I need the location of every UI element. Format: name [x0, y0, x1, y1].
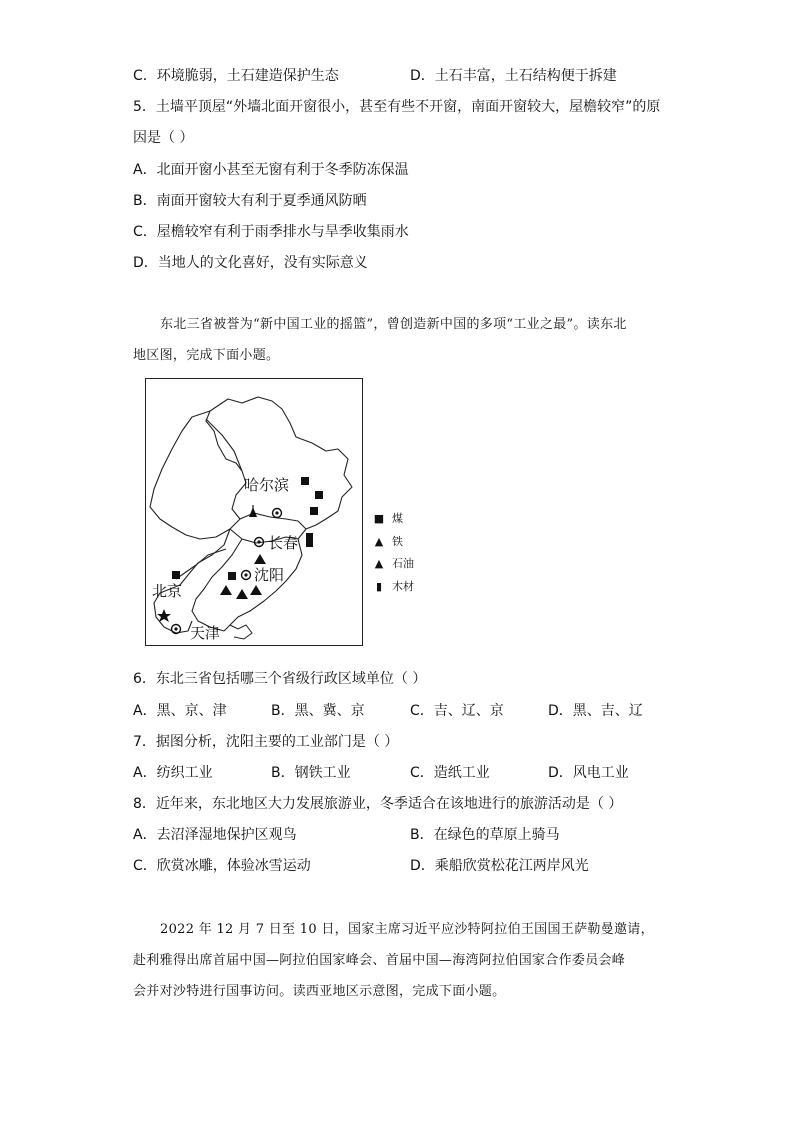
- iron-marker: [236, 589, 248, 599]
- map-label-changchun: 长春: [268, 534, 299, 552]
- q5-option-c: C．屋檐较窄有利于雨季排水与旱季收集雨水: [133, 224, 409, 240]
- q8-option-b: B．在绿色的草原上骑马: [410, 827, 560, 843]
- intro2-line2: 赴利雅得出席首届中国—阿拉伯国家峰会、首届中国—海湾阿拉伯国家合作委员会峰: [133, 953, 626, 968]
- q6-option-a: A．黑、京、津: [133, 703, 227, 719]
- q7-stem: 7．据图分析，沈阳主要的工业部门是（ ）: [133, 734, 399, 750]
- q4-option-c: C．环境脆弱，土石建造保护生态: [133, 68, 339, 84]
- legend-coal: [372, 512, 403, 526]
- legend-oil-label: 石油: [392, 557, 414, 570]
- iron-marker: [220, 585, 232, 595]
- legend-timber: [372, 580, 414, 594]
- map-drawing: [146, 379, 362, 645]
- legend-timber-label: 木材: [392, 580, 414, 593]
- shenyang-city-marker: [242, 571, 251, 580]
- map-label-beijing: 北京: [152, 582, 183, 600]
- q5-option-b: B．南面开窗较大有利于夏季通风防晒: [133, 193, 367, 209]
- q8-option-c: C．欣赏冰雕，体验冰雪运动: [133, 858, 311, 874]
- q8-stem: 8．近年来，东北地区大力发展旅游业，冬季适合在该地进行的旅游活动是（ ）: [133, 796, 623, 812]
- intro1-line1: 东北三省被誉为“新中国工业的摇篮”，曾创造新中国的多项“工业之最”。读东北: [160, 317, 627, 332]
- q5-stem-line2: 因是（ ）: [133, 130, 194, 146]
- coal-marker: [310, 507, 318, 515]
- province-boundary-2: [176, 549, 226, 579]
- q7-option-b: B．钢铁工业: [271, 765, 351, 781]
- q5-option-a: A．北面开窗小甚至无窗有利于冬季防冻保温: [133, 162, 409, 178]
- map-label-tianjin: 天津: [190, 624, 221, 642]
- q8-option-d: D．乘船欣赏松花江两岸风光: [410, 858, 589, 874]
- timber-marker: [306, 533, 313, 547]
- intro1-line2: 地区图，完成下面小题。: [133, 348, 280, 363]
- tianjin-city-marker: [172, 625, 181, 634]
- intro2-line1: 2022 年 12 月 7 日至 10 日，国家主席习近平应沙特阿拉伯王国国王萨勒曼邀请，: [160, 922, 654, 937]
- black-tall-rectangle-icon: ▮: [375, 580, 383, 593]
- northeast-china-map: [145, 378, 363, 646]
- oil-derrick-icon: ▲: [374, 557, 384, 570]
- harbin-city-marker: [273, 509, 282, 518]
- legend-oil: [372, 557, 414, 571]
- coal-marker: [301, 477, 309, 485]
- black-triangle-icon: ▲: [374, 535, 384, 548]
- coal-marker: [172, 571, 180, 579]
- q6-option-b: B．黑、冀、京: [271, 703, 365, 719]
- legend-iron-label: 铁: [392, 535, 403, 548]
- black-square-icon: ■: [373, 512, 385, 525]
- inner-mongolia-outline: [150, 411, 240, 539]
- q6-stem: 6．东北三省包括哪三个省级行政区域单位（ ）: [133, 671, 427, 687]
- q7-option-a: A．纺织工业: [133, 765, 213, 781]
- intro2-line3: 会并对沙特进行国事访问。读西亚地区示意图，完成下面小题。: [133, 984, 506, 999]
- q5-option-d: D．当地人的文化喜好，没有实际意义: [133, 255, 368, 271]
- map-label-harbin: 哈尔滨: [244, 476, 290, 494]
- legend-iron: [372, 535, 403, 549]
- q6-option-d: D．黑、吉、辽: [548, 703, 643, 719]
- iron-marker: [254, 554, 266, 564]
- q7-option-c: C．造纸工业: [410, 765, 490, 781]
- q5-stem-line1: 5．土墙平顶屋“外墙北面开窗很小，甚至有些不开窗，南面开窗较大，屋檐较窄”的原: [133, 99, 661, 115]
- map-label-shenyang: 沈阳: [254, 566, 285, 584]
- q6-option-c: C．吉、辽、京: [410, 703, 504, 719]
- coastline: [230, 625, 252, 639]
- iron-marker: [250, 585, 262, 595]
- q7-option-d: D．风电工业: [548, 765, 629, 781]
- coal-marker: [228, 572, 236, 580]
- liaoning-outline: [192, 539, 302, 631]
- q4-option-d: D．土石丰富，土石结构便于拆建: [410, 68, 617, 84]
- q8-option-a: A．去沼泽湿地保护区观鸟: [133, 827, 297, 843]
- coal-marker: [315, 491, 323, 499]
- legend-coal-label: 煤: [392, 512, 403, 525]
